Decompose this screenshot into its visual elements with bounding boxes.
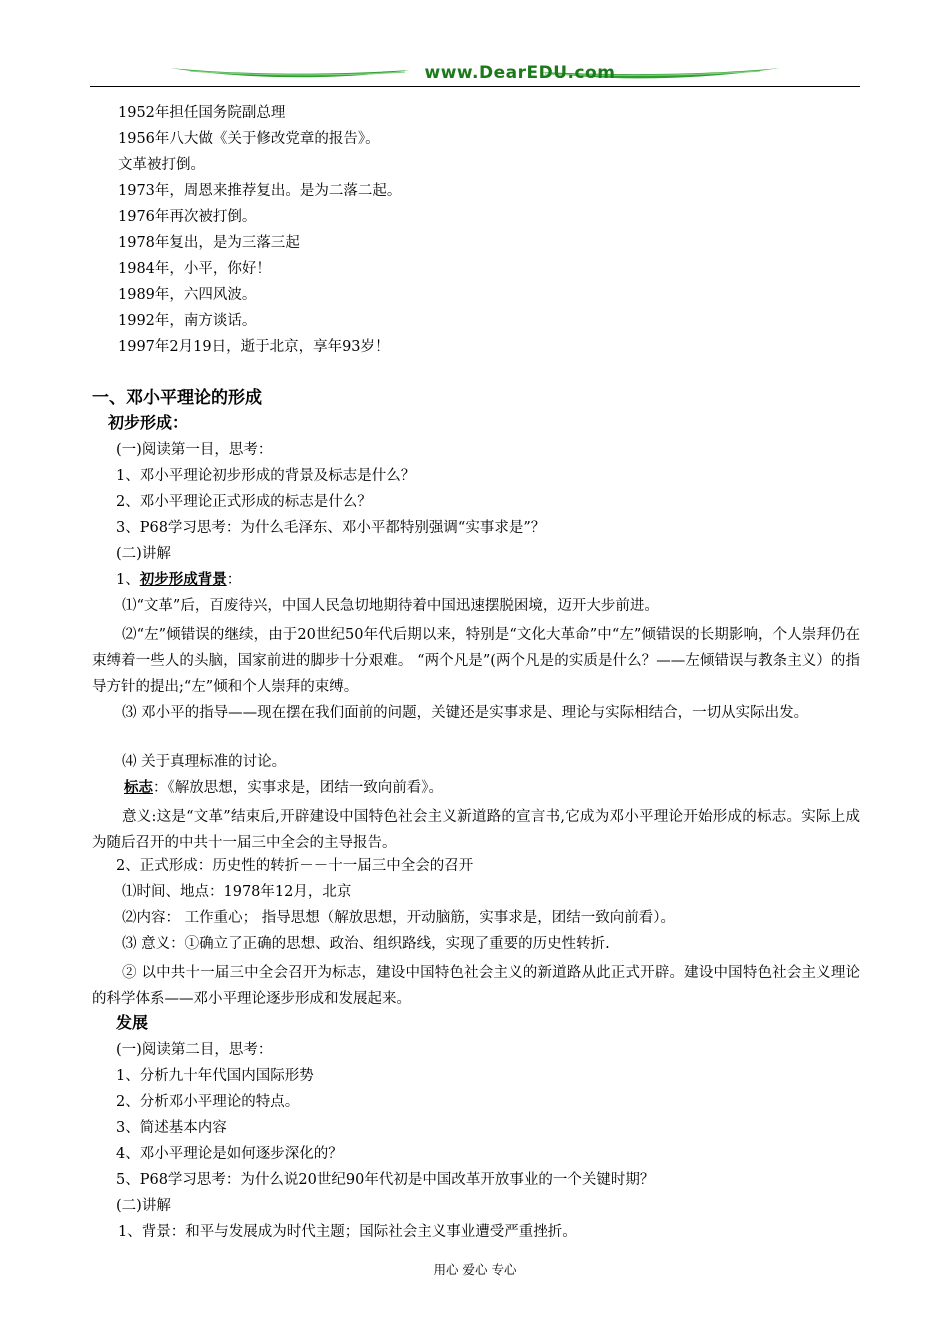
timeline-item: 1952年担任国务院副总理 <box>118 105 286 121</box>
question-item: 1、邓小平理论初步形成的背景及标志是什么？ <box>116 468 416 484</box>
background-colon: ： <box>226 572 242 588</box>
logo-text: www.DearEDU.com <box>424 63 616 83</box>
question-item: 4、邓小平理论是如何逐步深化的？ <box>116 1146 343 1162</box>
timeline-item: 文革被打倒。 <box>118 157 205 173</box>
timeline-item: 1973年，周恩来推荐复出。是为二落二起。 <box>118 183 402 199</box>
background-point-1: ⑴“文革”后，百废待兴，中国人民急切地期待着中国迅速摆脱困境，迈开大步前进。 <box>122 598 659 614</box>
formal-point-3: ⑶ 意义：①确立了正确的思想、政治、组织路线，实现了重要的历史性转折. <box>122 936 610 952</box>
question-item: 2、邓小平理论正式形成的标志是什么？ <box>116 494 372 510</box>
timeline-item: 1976年再次被打倒。 <box>118 209 257 225</box>
page-footer: 用心 爱心 专心 <box>433 1262 517 1277</box>
timeline-item: 1956年八大做《关于修改党章的报告》。 <box>118 131 380 147</box>
question-item: 2、分析邓小平理论的特点。 <box>116 1094 300 1110</box>
background-point-4: ⑷ 关于真理标准的讨论。 <box>122 754 287 770</box>
formal-point-1: ⑴时间、地点：1978年12月，北京 <box>122 884 352 900</box>
formal-point-2: ⑵内容： 工作重心； 指导思想（解放思想，开动脑筋，实事求是，团结一致向前看）。 <box>122 910 675 926</box>
question-item: 1、分析九十年代国内国际形势 <box>116 1068 314 1084</box>
reading-prompt: (一)阅读第一目，思考： <box>116 442 273 458</box>
reading-prompt: (一)阅读第二目，思考： <box>116 1042 273 1058</box>
timeline-item: 1997年2月19日，逝于北京，享年93岁！ <box>118 339 390 355</box>
background-label: 初步形成背景 <box>139 571 227 588</box>
question-item: 5、P68学习思考：为什么说20世纪90年代初是中国改革开放事业的一个关键时期？ <box>116 1172 655 1188</box>
background-line: 1、背景：和平与发展成为时代主题；国际社会主义事业遭受严重挫折。 <box>118 1224 577 1240</box>
explain-heading: (二)讲解 <box>116 1198 171 1214</box>
section-title: 一、邓小平理论的形成 <box>92 388 262 408</box>
timeline-item: 1978年复出，是为三落三起 <box>118 235 300 251</box>
formal-heading: 2、正式形成：历史性的转折－－十一届三中全会的召开 <box>116 858 474 874</box>
meaning-paragraph: 意义:这是“文革”结束后,开辟建设中国特色社会主义新道路的宣言书,它成为邓小平理论开始形成的标志。实际上成为随后召开的中共十一届三中全会的主导报告。 <box>92 809 860 851</box>
background-point-2: ⑵“左”倾错误的继续，由于20世纪50年代后期以来，特别是“文化大革命”中“左”倾错误的长期影响，个人崇拜仍在束缚着一些人的头脑，国家前进的脚步十分艰难。 “两个凡是”(两个凡是的实质是什么？——左倾错误与教条主义）的指导方针的提出;“左”倾和个人崇拜的束缚。 <box>92 627 860 695</box>
background-heading <box>116 570 241 590</box>
question-item: 3、简述基本内容 <box>116 1120 227 1136</box>
subsection-title: 初步形成： <box>108 413 189 432</box>
mark-line <box>124 778 443 798</box>
background-point-3: ⑶ 邓小平的指导——现在摆在我们面前的问题，关键还是实事求是、理论与实际相结合，一切从实际出发。 <box>122 705 809 721</box>
explain-heading: (二)讲解 <box>116 546 171 562</box>
question-item: 3、P68学习思考：为什么毛泽东、邓小平都特别强调“实事求是”？ <box>116 520 546 536</box>
timeline-item: 1984年，小平，你好！ <box>118 261 271 277</box>
formal-point-4: ② 以中共十一届三中全会召开为标志，建设中国特色社会主义的新道路从此正式开辟。建设中国特色社会主义理论的科学体系——邓小平理论逐步形成和发展起来。 <box>92 965 860 1007</box>
mark-text: ：《解放思想，实事求是，团结一致向前看》。 <box>153 780 443 796</box>
timeline-item: 1992年，南方谈话。 <box>118 313 257 329</box>
mark-label: 标志 <box>124 779 153 796</box>
timeline-item: 1989年，六四风波。 <box>118 287 257 303</box>
subsection-title: 发展 <box>116 1013 149 1032</box>
background-prefix: 1、 <box>116 572 140 588</box>
